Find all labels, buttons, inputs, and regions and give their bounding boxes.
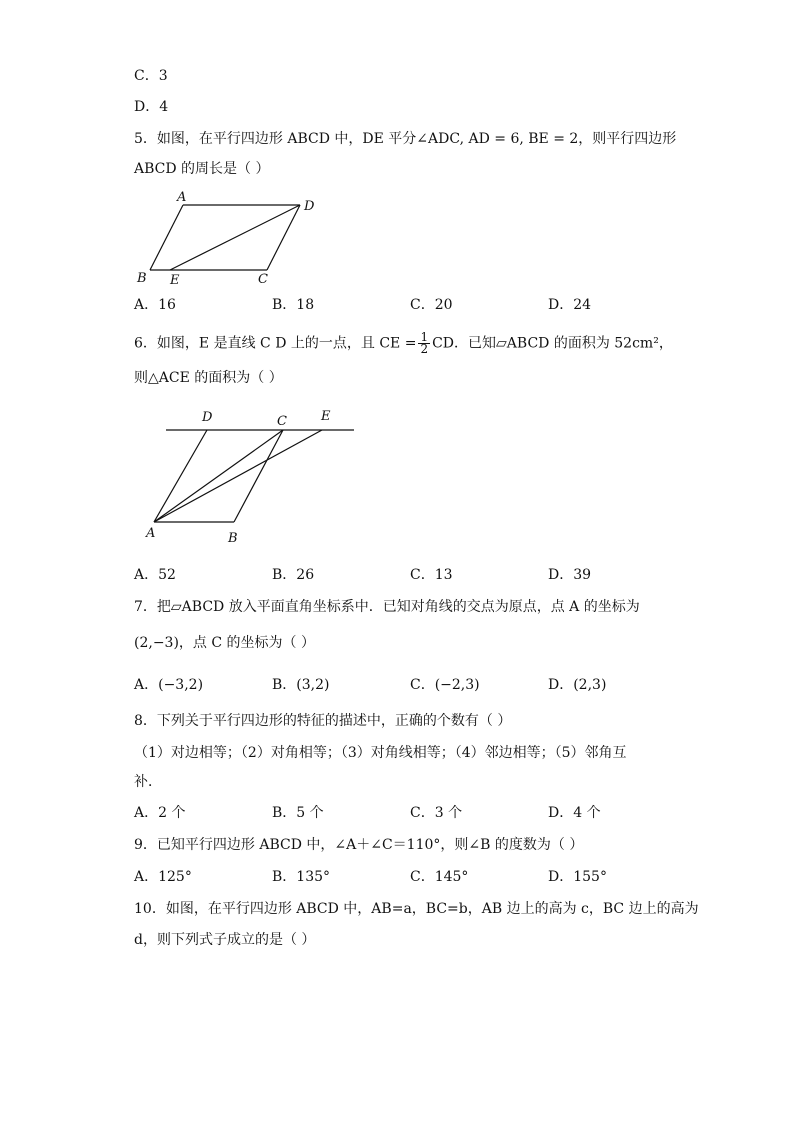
q7-option-b[interactable]: B．(3,2) (272, 677, 330, 693)
q6-label-c: C (277, 414, 287, 429)
q6-frac-num: 1 (420, 330, 429, 344)
q5-option-a[interactable]: A．16 (134, 297, 176, 313)
q8-stem-line2: （1）对边相等；（2）对角相等；（3）对角线相等；（4）邻边相等；（5）邻角互 (134, 745, 627, 761)
q6-label-d: D (202, 410, 213, 425)
q6-options (134, 565, 694, 585)
q5-label-b: B (137, 271, 147, 286)
q9-options (134, 867, 694, 887)
q6-segment-ac (154, 430, 283, 522)
q5-stem-line2: ABCD 的周长是（ ） (134, 161, 270, 177)
q5-label-e: E (170, 273, 180, 288)
q8-options (134, 803, 694, 823)
q5-label-a: A (177, 190, 187, 205)
q5-label-d: D (304, 199, 315, 214)
q6-segment-ae (154, 430, 322, 522)
q6-option-b[interactable]: B．26 (272, 567, 315, 583)
q5-options (134, 295, 694, 315)
q9-option-a[interactable]: A．125° (134, 869, 192, 885)
q9-option-b[interactable]: B．135° (272, 869, 331, 885)
q8-stem-line3: 补． (134, 774, 162, 790)
option-d-prev: D．4 (134, 99, 169, 115)
q5-segment-de (170, 205, 300, 270)
q6-stem-pre: 6．如图，E 是直线 C D 上的一点，且 CE = (134, 335, 417, 352)
q5-option-c[interactable]: C．20 (410, 297, 453, 313)
q7-option-c[interactable]: C．(−2,3) (410, 677, 480, 693)
q8-option-b[interactable]: B．5 个 (272, 805, 324, 821)
q10-stem-line2: d，则下列式子成立的是（ ） (134, 932, 316, 948)
q7-stem-line1: 7．把▱ABCD 放入平面直角坐标系中．已知对角线的交点为原点，点 A 的坐标为 (134, 599, 640, 615)
q6-option-c[interactable]: C．13 (410, 567, 453, 583)
q5-parallelogram-figure (130, 188, 330, 288)
q8-option-c[interactable]: C．3 个 (410, 805, 463, 821)
q5-option-b[interactable]: B．18 (272, 297, 315, 313)
q5-edge-ab (150, 205, 183, 270)
q6-stem-post: CD．已知▱ABCD 的面积为 52cm²， (432, 335, 673, 352)
q8-stem-line1: 8．下列关于平行四边形的特征的描述中，正确的个数有（ ） (134, 713, 512, 729)
q5-edge-cd (267, 205, 300, 270)
q6-frac-den: 2 (420, 342, 429, 356)
q6-label-a: A (146, 526, 156, 541)
q6-label-b: B (228, 531, 238, 546)
q8-option-a[interactable]: A．2 个 (134, 805, 186, 821)
q9-stem-line1: 9．已知平行四边形 ABCD 中，∠A＋∠C＝110°，则∠B 的度数为（ ） (134, 837, 584, 853)
q6-stem-line1 (134, 332, 673, 355)
q6-option-a[interactable]: A．52 (134, 567, 176, 583)
q6-edge-ad (154, 430, 207, 522)
q6-stem-line2: 则△ACE 的面积为（ ） (134, 370, 283, 386)
q5-option-d[interactable]: D．24 (548, 297, 592, 313)
option-c-prev: C．3 (134, 68, 168, 84)
q10-stem-line1: 10．如图，在平行四边形 ABCD 中，AB=a，BC=b，AB 边上的高为 c，BC 边上的高为 (134, 901, 699, 917)
q9-option-c[interactable]: C．145° (410, 869, 469, 885)
q8-option-d[interactable]: D．4 个 (548, 805, 601, 821)
q7-option-d[interactable]: D．(2,3) (548, 677, 607, 693)
q7-options (134, 675, 694, 695)
q6-label-e: E (321, 409, 331, 424)
q6-edge-bc (234, 430, 283, 522)
q7-option-a[interactable]: A．(−3,2) (134, 677, 204, 693)
q6-fraction (418, 332, 430, 355)
q9-option-d[interactable]: D．155° (548, 869, 607, 885)
q6-parallelogram-figure (140, 400, 370, 550)
q7-stem-line2: (2,−3)，点 C 的坐标为（ ） (134, 635, 315, 651)
q6-option-d[interactable]: D．39 (548, 567, 592, 583)
q5-label-c: C (258, 272, 268, 287)
q5-stem-line1: 5．如图，在平行四边形 ABCD 中，DE 平分∠ADC, AD = 6, BE = 2，则平行四边形 (134, 131, 677, 147)
